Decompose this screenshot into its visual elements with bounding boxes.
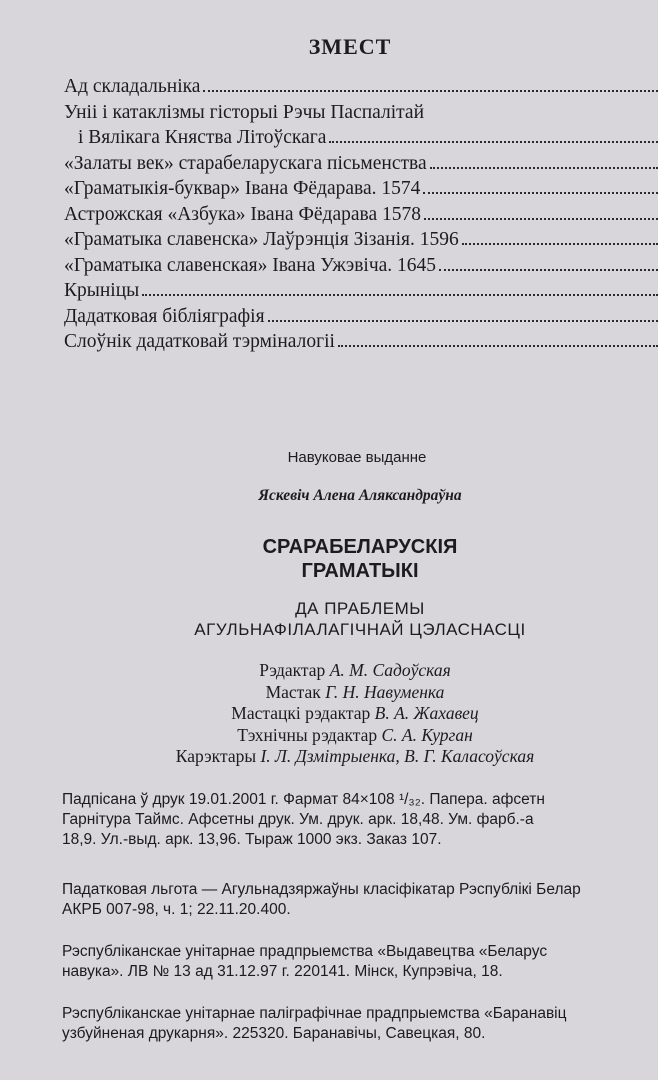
toc-title: ЗМЕСТ — [308, 34, 392, 59]
toc-item: Слоўнік дадатковай тэрміналогіі — [64, 331, 658, 357]
toc-item: «Граматыкія-буквар» Івана Фёдарава. 1574 — [64, 178, 658, 204]
toc-item: і Вялікага Княства Літоўскага — [64, 127, 658, 153]
author-name: Яскевіч Алена Аляксандраўна — [258, 487, 462, 504]
toc-item: Ад складальніка — [64, 76, 658, 102]
credits-block — [0, 660, 658, 768]
credit-line: Карэктары І. Л. Дзмітрыенка, В. Г. Каласоўская — [175, 746, 535, 767]
toc-item: «Граматыка славенска» Лаўрэнція Зізанія. 1596 — [64, 229, 658, 255]
toc-item: Крыніцы — [64, 280, 658, 306]
credit-line: Рэдактар А. М. Садоўская — [259, 660, 451, 680]
publisher-info: Рэспубліканскае унітарнае прадпрыемства «Выдавецтва «Беларус навука». ЛВ № 13 ад 31.12.97 г. 220141. Мінск, Купрэвіча, 18. — [62, 943, 548, 980]
toc-item: Уніі і катаклізмы гісторыі Рэчы Паспалітай — [64, 101, 425, 123]
edition-type: Навуковае выданне — [287, 449, 427, 466]
toc-item: «Граматыка славенская» Івана Ужэвіча. 1645 — [64, 255, 658, 281]
toc-item: Дадатковая бібліяграфія — [64, 306, 658, 332]
toc-item: «Залаты век» старабеларускага пісьменства — [64, 153, 658, 179]
printer-info: Рэспубліканскае унітарнае паліграфічнае прадпрыемства «Баранавіц узбуйненая друкарня». 225320. Баранавічы, Савецкая, 80. — [62, 1005, 567, 1042]
credit-line: Мастак Г. Н. Навуменка — [265, 681, 445, 702]
book-title: СРАРАБЕЛАРУСКІЯ ГРАМАТЫКІ — [262, 536, 458, 582]
table-of-contents — [64, 76, 658, 357]
print-details: Падпісана ў друк 19.01.2001 г. Фармат 84×108 ¹/₃₂. Папера. афсетн Гарнітура Таймс. Афсетны друк. Ум. друк. арк. 18,48. Ум. фарб.-а 18,9. Ул.-выд. арк. 13,96. Тыраж 1000 экз. Заказ 107. — [62, 791, 545, 848]
book-subtitle: ДА ПРАБЛЕМЫ АГУЛЬНАФІЛАЛАГІЧНАЙ ЦЭЛАСНАСЦІ — [194, 599, 526, 639]
credit-line: Мастацкі рэдактар В. А. Жахавец — [231, 703, 479, 724]
tax-exemption: Падатковая льгота — Агульнадзяржаўны класіфікатар Рэспублікі Белар АКРБ 007-98, ч. 1; 22.11.20.400. — [62, 881, 581, 918]
toc-item: Астрожская «Азбука» Івана Фёдарава 1578 — [64, 204, 658, 230]
credit-line: Тэхнічны рэдактар С. А. Курган — [237, 724, 473, 745]
